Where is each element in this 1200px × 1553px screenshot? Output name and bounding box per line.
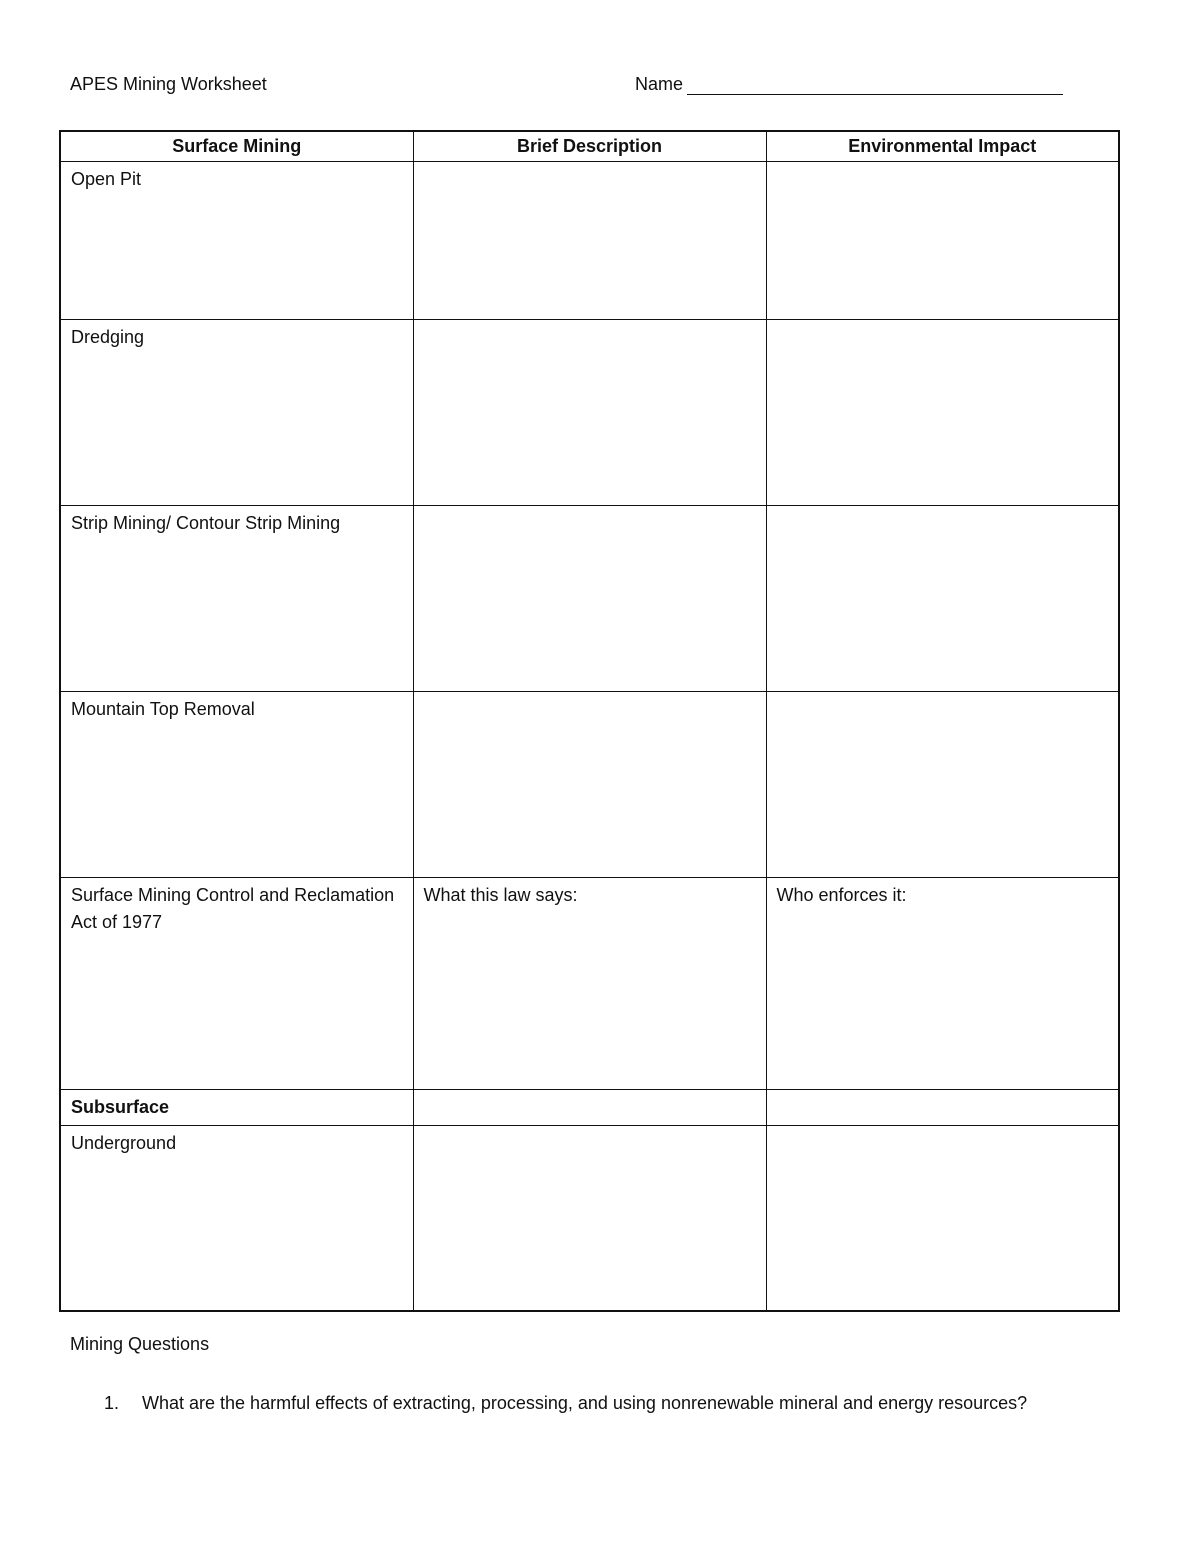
question-number: 1. [104, 1393, 120, 1413]
answer-cell-impact[interactable] [766, 691, 1119, 877]
name-input-line[interactable] [687, 75, 1063, 95]
table-row [60, 319, 1119, 505]
row-label-mountain-top-removal: Mountain Top Removal [60, 691, 413, 877]
mining-table [59, 130, 1120, 1312]
answer-cell-description[interactable] [413, 161, 766, 319]
answer-cell-who-enforces[interactable]: Who enforces it: [766, 877, 1119, 1089]
table-header-row [60, 131, 1119, 161]
column-header-brief-description: Brief Description [413, 131, 766, 161]
answer-cell-description[interactable] [413, 691, 766, 877]
answer-cell-law-says[interactable]: What this law says: [413, 877, 766, 1089]
row-label-dredging: Dredging [60, 319, 413, 505]
answer-cell-impact[interactable] [766, 505, 1119, 691]
answer-cell-description[interactable] [413, 1125, 766, 1311]
row-label-smcra: Surface Mining Control and Reclamation Act of 1977 [60, 877, 413, 1089]
answer-cell-impact[interactable] [766, 161, 1119, 319]
empty-cell [766, 1089, 1119, 1125]
answer-cell-impact[interactable] [766, 1125, 1119, 1311]
subsurface-heading: Subsurface [60, 1089, 413, 1125]
question-text: What are the harmful effects of extracting, processing, and using nonrenewable mineral and energy resources? [142, 1393, 1028, 1413]
worksheet-title: APES Mining Worksheet [70, 74, 267, 94]
questions-heading: Mining Questions [70, 1334, 210, 1354]
answer-cell-description[interactable] [413, 319, 766, 505]
row-label-strip-mining: Strip Mining/ Contour Strip Mining [60, 505, 413, 691]
column-header-surface-mining: Surface Mining [60, 131, 413, 161]
column-header-environmental-impact: Environmental Impact [766, 131, 1119, 161]
answer-cell-description[interactable] [413, 505, 766, 691]
row-label-underground: Underground [60, 1125, 413, 1311]
question-item [104, 1393, 1027, 1414]
answer-cell-impact[interactable] [766, 319, 1119, 505]
table-row [60, 877, 1119, 1089]
table-row [60, 505, 1119, 691]
subsurface-header-row [60, 1089, 1119, 1125]
table-row [60, 691, 1119, 877]
name-label: Name [635, 74, 684, 94]
empty-cell [413, 1089, 766, 1125]
table-row [60, 161, 1119, 319]
table-row [60, 1125, 1119, 1311]
row-label-open-pit: Open Pit [60, 161, 413, 319]
name-field [635, 74, 1063, 95]
